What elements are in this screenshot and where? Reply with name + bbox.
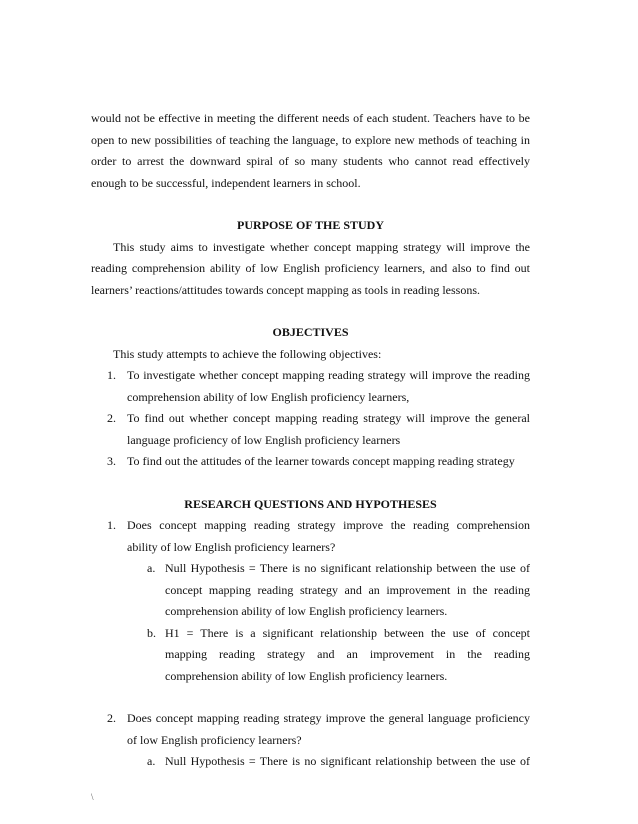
- list-number: 1.: [107, 518, 116, 532]
- text-line: H1 = There is a significant relationship between the use of concept: [165, 625, 530, 640]
- list-item: [91, 515, 530, 687]
- text-line: Does concept mapping reading strategy improve the reading comprehension: [127, 518, 530, 532]
- text-line: To find out the attitudes of the learner towards concept mapping reading strategy: [127, 454, 515, 468]
- list-number: 2.: [107, 711, 116, 725]
- text-line: This study attempts to achieve the following objectives:: [113, 346, 382, 361]
- text-line: To find out whether concept mapping reading strategy will improve the general: [127, 411, 530, 425]
- research-questions-list-continued: [91, 708, 530, 773]
- list-item: [127, 751, 530, 773]
- list-letter: a.: [147, 754, 156, 768]
- text-line: enough to be successful, independent learners in school.: [91, 175, 361, 190]
- purpose-paragraph: [91, 237, 530, 302]
- text-line: comprehension ability of low English proficiency learners.: [165, 668, 448, 683]
- objectives-lead: [91, 344, 530, 366]
- text-line: open to new possibilities of teaching the language, to explore new methods of teaching in: [91, 132, 530, 147]
- text-line: comprehension ability of low English proficiency learners,: [127, 389, 410, 404]
- list-item: [91, 451, 530, 473]
- list-item: [91, 708, 530, 773]
- research-heading: RESEARCH QUESTIONS AND HYPOTHESES: [184, 496, 437, 511]
- purpose-heading: PURPOSE OF THE STUDY: [236, 218, 385, 232]
- text-line: comprehension ability of low English proficiency learners.: [165, 604, 448, 618]
- list-number: 2.: [107, 411, 116, 425]
- hypotheses-list: [127, 558, 530, 687]
- text-line: ability of low English proficiency learners?: [127, 539, 336, 554]
- text-line: concept mapping reading strategy and an improvement in the reading: [165, 582, 530, 597]
- research-questions-list: [91, 515, 530, 687]
- list-number: 3.: [107, 454, 116, 468]
- text-line: Does concept mapping reading strategy improve the general language proficiency: [127, 711, 530, 725]
- hypotheses-list: [127, 751, 530, 773]
- text-line: would not be effective in meeting the different needs of each student. Teachers have to be: [91, 111, 530, 125]
- text-line: This study aims to investigate whether concept mapping strategy will improve the: [113, 239, 530, 254]
- document-page: [91, 108, 530, 773]
- list-letter: b.: [147, 625, 156, 640]
- text-line: reading comprehension ability of low English proficiency learners, and also to find out: [91, 261, 530, 275]
- objectives-list: [91, 365, 530, 473]
- objectives-heading: OBJECTIVES: [272, 325, 349, 339]
- intro-paragraph: [91, 108, 530, 194]
- list-letter: a.: [147, 561, 156, 575]
- text-line: To investigate whether concept mapping reading strategy will improve the reading: [127, 368, 530, 382]
- text-line: Null Hypothesis = There is no significant relationship between the use of: [165, 754, 530, 768]
- text-line: language proficiency of low English proficiency learners: [127, 432, 401, 447]
- page-footer-mark: \: [91, 792, 94, 802]
- text-line: of low English proficiency learners?: [127, 732, 302, 747]
- list-item: [91, 408, 530, 451]
- list-item: [127, 623, 530, 688]
- list-number: 1.: [107, 368, 116, 382]
- text-line: learners’ reactions/attitudes towards concept mapping as tools in reading lessons.: [91, 282, 481, 297]
- text-line: Null Hypothesis = There is no significant relationship between the use of: [165, 561, 530, 575]
- list-item: [91, 365, 530, 408]
- list-item: [127, 558, 530, 623]
- text-line: order to arrest the downward spiral of so many students who cannot read effectively: [91, 154, 530, 168]
- text-line: mapping reading strategy and an improvement in the reading: [165, 647, 530, 661]
